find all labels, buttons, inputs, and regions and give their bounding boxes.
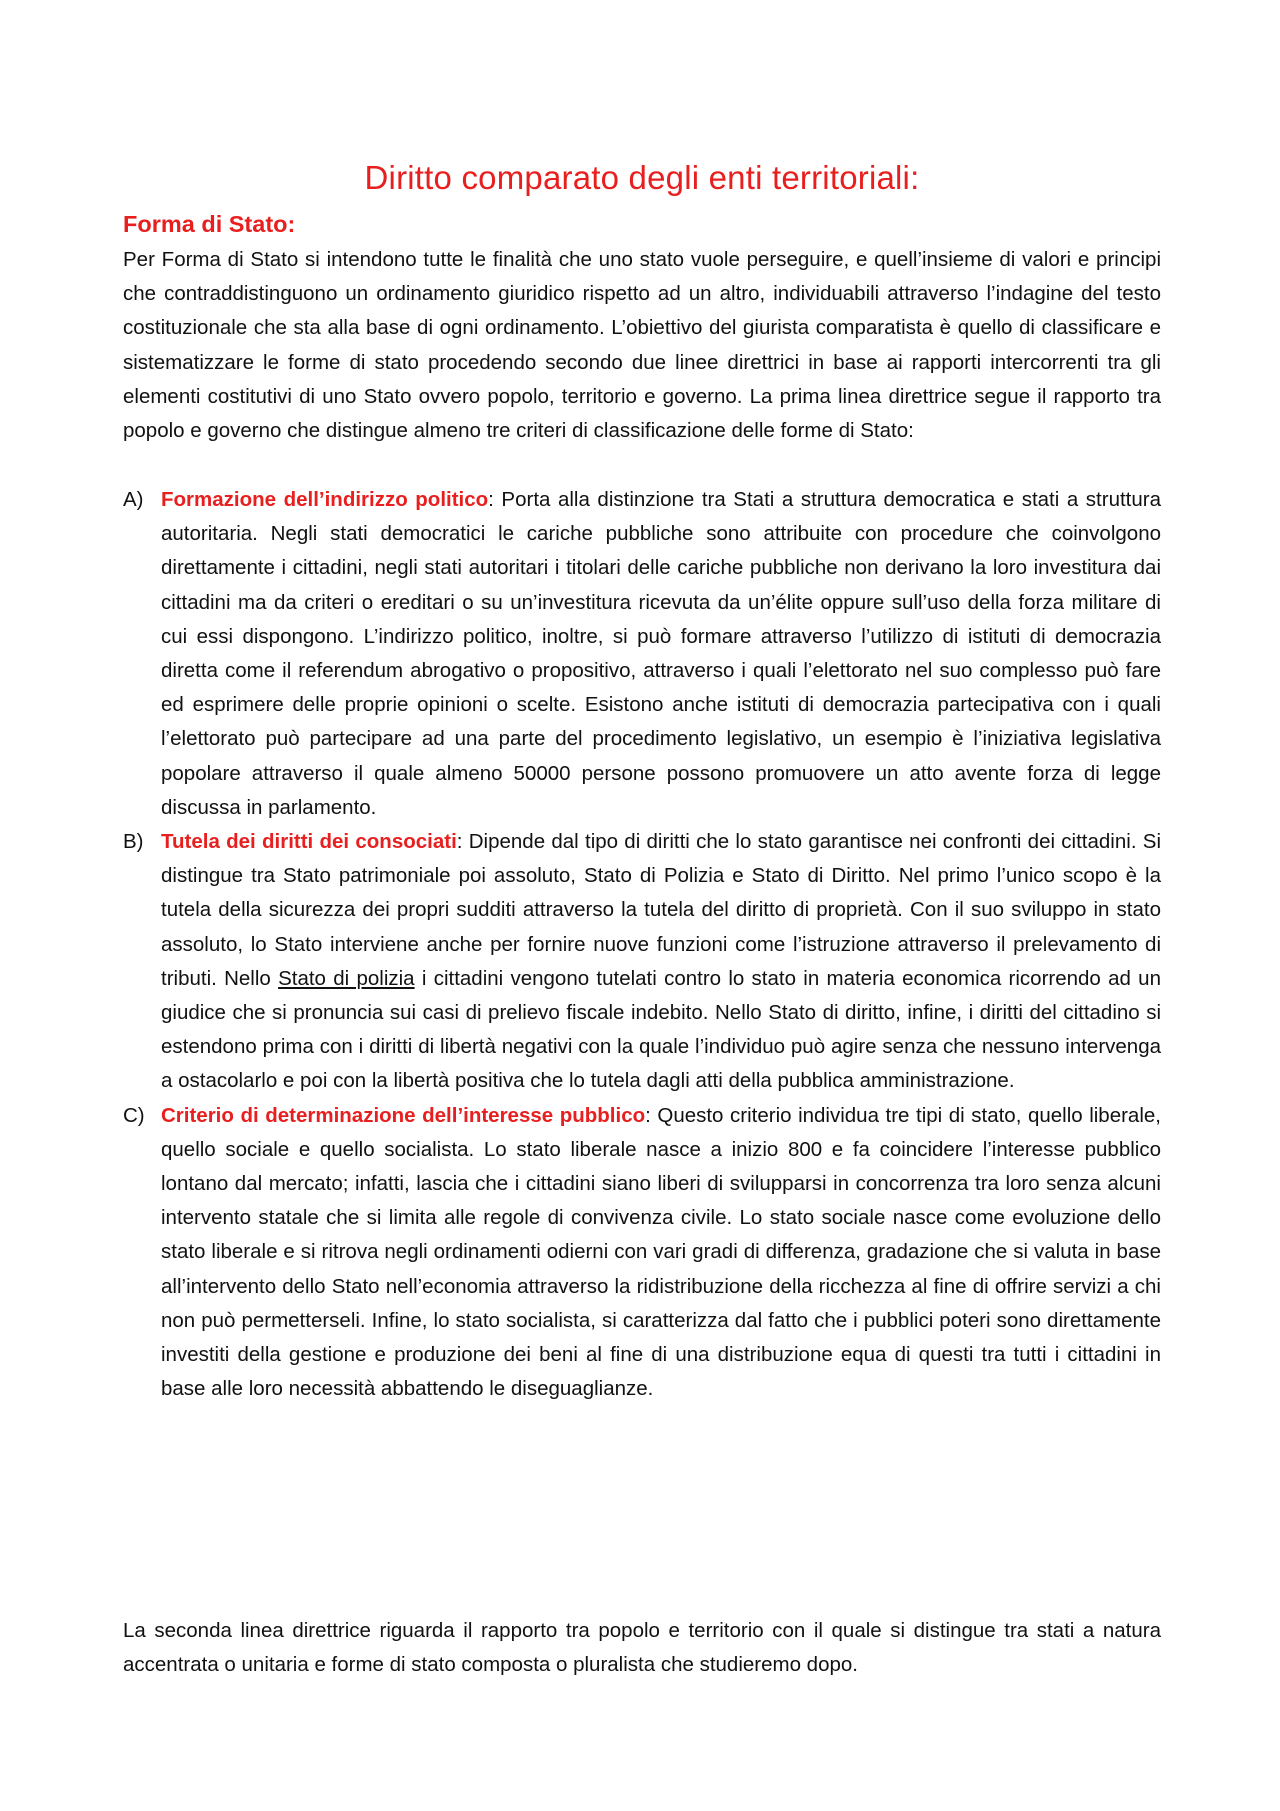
closing-paragraph: La seconda linea direttrice riguarda il rapporto tra popolo e territorio con il quale si distingue tra stati a natura accentrata o unitaria e forme di stato composta o pluralista che studieremo dopo. [123, 1619, 1161, 1677]
criterion-term: Criterio di determinazione dell’interesse pubblico [161, 1103, 646, 1127]
section-heading: Forma di Stato: [123, 211, 296, 237]
list-marker: B) [123, 830, 144, 854]
criterion-item-c [123, 1099, 1161, 1407]
list-marker: C) [123, 1103, 145, 1127]
intro-paragraph: Per Forma di Stato si intendono tutte le finalità che uno stato vuole perseguire, e quell’insieme di valori e principi che contraddistinguono un ordinamento giuridico rispetto ad un altro, individuabili attraverso l’indagine del testo costituzionale che sta alla base di ogni ordinamento. L’obiettivo del giurista comparatista è quello di classificare e sistematizzare le forme di stato procedendo secondo due linee direttrici in base ai rapporti intercorrenti tra gli elementi costitutivi di uno Stato ovvero popolo, territorio e governo. La prima linea direttrice segue il rapporto tra popolo e governo che distingue almeno tre criteri di classificazione delle forme di Stato: [123, 248, 1161, 443]
criterion-item-b [123, 825, 1161, 1099]
criteria-list [123, 483, 1161, 1406]
criterion-text-continued: i cittadini vengono tutelati contro lo stato in materia economica ricorrendo ad un giudice che si pronuncia sui casi di prelievo fiscale indebito. Nello Stato di diritto, infine, i diritti del cittadino si estendono prima con i diritti di libertà negativi con la quale l’individuo può agire senza che nessuno intervenga a ostacolarlo e poi con la libertà positiva che lo tutela dagli atti della pubblica amministrazione. [161, 966, 1161, 1093]
criterion-text: : Porta alla distinzione tra Stati a struttura democratica e stati a struttura autoritaria. Negli stati democratici le cariche pubbliche sono attribuite con procedure che coinvolgono direttamente i cittadini, negli stati autoritari i titolari delle cariche pubbliche non derivano la loro investitura dai cittadini ma da criteri o ereditari o su un’investitura ricevuta da un’élite oppure sull’uso della forza militare di cui essi dispongono. L’indirizzo politico, inoltre, si può formare attraverso l’utilizzo di istituti di democrazia diretta come il referendum abrogativo o propositivo, attraverso i quali l’elettorato nel suo complesso può fare ed esprimere delle proprie opinioni o scelte. Esistono anche istituti di democrazia partecipativa con i quali l’elettorato può partecipare ad una parte del procedimento legislativo, un esempio è l’iniziativa legislativa popolare attraverso il quale almeno 50000 persone possono promuovere un atto avente forza di legge discussa in parlamento. [161, 488, 1161, 819]
criterion-item-a [123, 483, 1161, 825]
criterion-text: : Questo criterio individua tre tipi di stato, quello liberale, quello sociale e quello socialista. Lo stato liberale nasce a inizio 800 e fa coincidere l’interesse pubblico lontano dal mercato; infatti, lascia che i cittadini siano liberi di svilupparsi in concorrenza tra loro senza alcuni intervento statale che si limita alle regole di convivenza civile. Lo stato sociale nasce come evoluzione dello stato liberale e si ritrova negli ordinamenti odierni con vari gradi di differenza, gradazione che si valuta in base all’intervento dello Stato nell’economia attraverso la ridistribuzione della ricchezza al fine di offrire servizi a chi non può permetterseli. Infine, lo stato socialista, si caratterizza dal fatto che i pubblici poteri sono direttamente investiti della gestione e produzione dei beni al fine di una distribuzione equa di questi tra tutti i cittadini in base alle loro necessità abbattendo le diseguaglianze. [161, 1103, 1161, 1401]
criterion-text: : Dipende dal tipo di diritti che lo stato garantisce nei confronti dei cittadini. Si distingue tra Stato patrimoniale poi assoluto, Stato di Polizia e Stato di Diritto. Nel primo l’unico scopo è la tutela della sicurezza dei propri sudditi attraverso la tutela del diritto di proprietà. Con il suo sviluppo in stato assoluto, lo Stato interviene anche per fornire nuove funzioni come l’istruzione attraverso il prelevamento di tributi. Nello [161, 830, 1162, 990]
underlined-term: Stato di polizia [278, 966, 415, 990]
criterion-term: Formazione dell’indirizzo politico [161, 488, 489, 511]
document-title: Diritto comparato degli enti territoriali: [364, 159, 920, 196]
criterion-term: Tutela dei diritti dei consociati [161, 830, 457, 854]
list-marker: A) [123, 488, 144, 511]
